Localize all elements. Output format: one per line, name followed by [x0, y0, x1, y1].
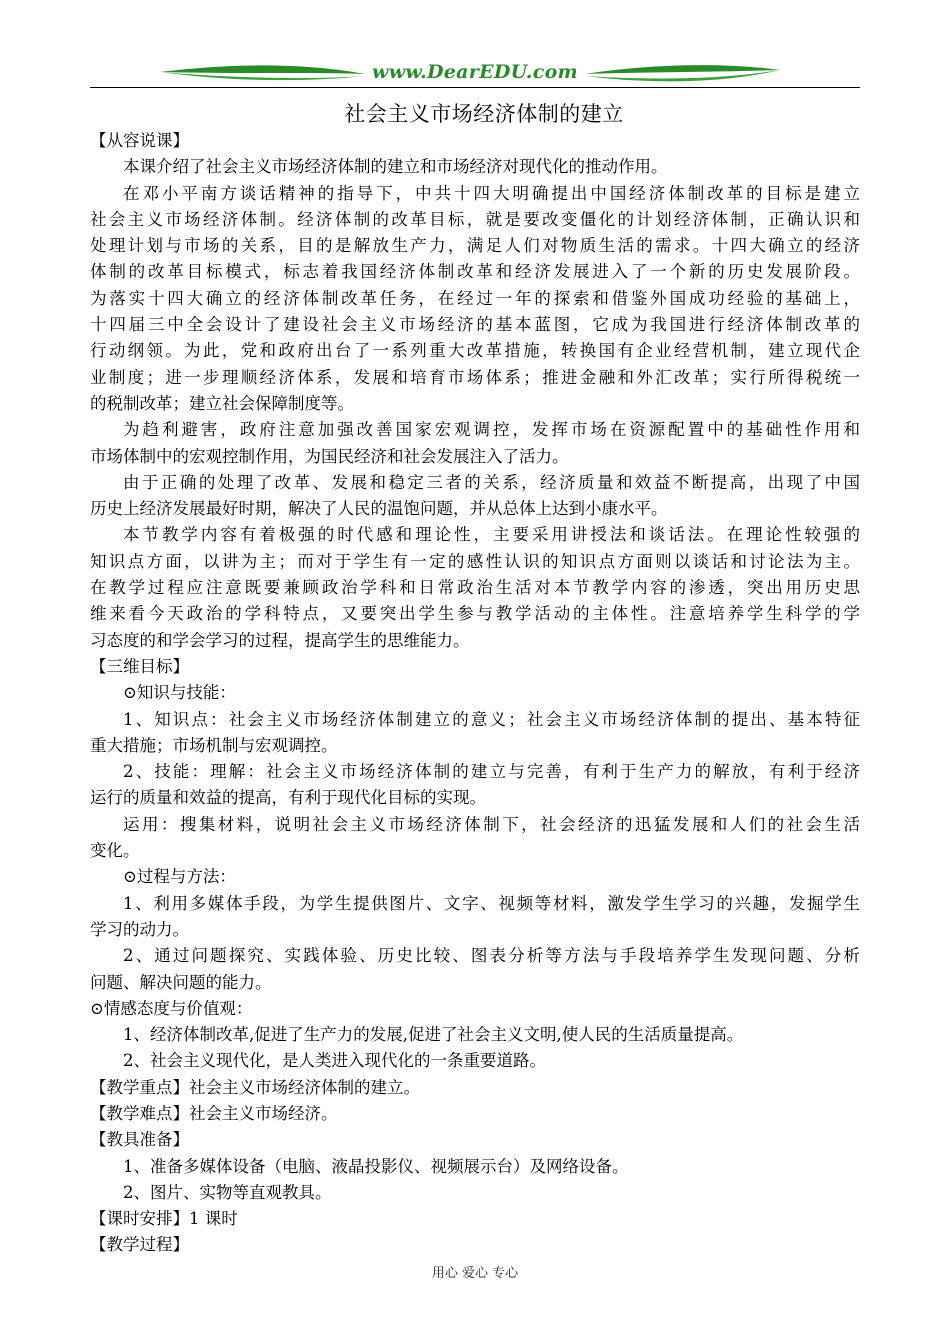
paragraph-line: 十四届三中全会设计了建设社会主义市场经济的基本蓝图，它成为我国进行经济体制改革的	[90, 315, 860, 335]
paragraph-line: 本节教学内容有着极强的时代感和理论性，主要采用讲授法和谈话法。在理论性较强的	[123, 525, 860, 545]
paragraph-line: 由于正确的处理了改革、发展和稳定三者的关系，经济质量和效益不断提高，出现了中国	[123, 472, 860, 492]
paragraph-line: 重大措施；市场机制与宏观调控。	[90, 735, 338, 755]
paragraph-line: 为趋利避害，政府注意加强改善国家宏观调控，发挥市场在资源配置中的基础性作用和	[123, 420, 860, 440]
paragraph-line: 2、技能：理解：社会主义市场经济体制的建立与完善，有利于生产力的解放，有利于经济	[123, 762, 860, 782]
paragraph-line: 变化。	[90, 841, 140, 861]
paragraph-line: 维来看今天政治的学科特点，又要突出学生参与教学活动的主体性。注意培养学生科学的学	[90, 604, 860, 624]
paragraph-line: 历史上经济发展最好时期，解决了人民的温饱问题，并从总体上达到小康水平。	[90, 499, 668, 519]
paragraph-line: 体制的改革目标模式，标志着我国经济体制改革和经济发展进入了一个新的历史发展阶段。	[90, 262, 860, 282]
document-body	[90, 98, 860, 1259]
paragraph-line: 为落实十四大确立的经济体制改革任务，在经过一年的探索和借鉴外国成功经验的基础上，	[90, 288, 860, 308]
section-heading: 【教具准备】	[90, 1130, 189, 1150]
subsection-heading: ⊙过程与方法：	[123, 867, 236, 887]
paragraph-line: 2、社会主义现代化，是人类进入现代化的一条重要道路。	[123, 1051, 546, 1071]
paragraph-line: 2、图片、实物等直观教具。	[123, 1182, 332, 1202]
schedule-line: 【课时安排】1 课时	[90, 1209, 238, 1229]
paragraph-line: 习态度的和学会学习的过程，提高学生的思维能力。	[90, 630, 470, 650]
key-point-line: 【教学重点】社会主义市场经济体制的建立。	[90, 1077, 420, 1097]
paragraph-line: 问题、解决问题的能力。	[90, 972, 272, 992]
page-footer: 用心 爱心 专心	[431, 1266, 519, 1281]
paragraph-line: 的税制改革；建立社会保障制度等。	[90, 393, 354, 413]
paragraph-line: 1、知识点：社会主义市场经济体制建立的意义；社会主义市场经济体制的提出、基本特征	[123, 709, 860, 729]
paragraph-line: 处理计划与市场的关系，目的是解放生产力，满足人们对物质生活的需求。十四大确立的经济	[90, 236, 860, 256]
section-heading: 【教学过程】	[90, 1235, 189, 1255]
paragraph-line: 在教学过程应注意既要兼顾政治学科和日常政治生活对本节教学内容的渗透，突出用历史思	[90, 578, 860, 598]
paragraph-line: 本课介绍了社会主义市场经济体制的建立和市场经济对现代化的推动作用。	[123, 157, 668, 177]
header-rule	[90, 87, 860, 88]
document-title: 社会主义市场经济体制的建立	[344, 102, 624, 126]
paragraph-line: 2、通过问题探究、实践体验、历史比较、图表分析等方法与手段培养学生发现问题、分析	[123, 946, 860, 966]
paragraph-line: 运行的质量和效益的提高，有利于现代化目标的实现。	[90, 788, 486, 808]
paragraph-line: 1、利用多媒体手段，为学生提供图片、文字、视频等材料，激发学生学习的兴趣，发掘学生	[123, 893, 860, 913]
paragraph-line: 行动纲领。为此，党和政府出台了一系列重大改革措施，转换国有企业经营机制，建立现代企	[90, 341, 860, 361]
paragraph-line: 1、经济体制改革,促进了生产力的发展,促进了社会主义文明,使人民的生活质量提高。	[123, 1025, 744, 1045]
paragraph-line: 1、准备多媒体设备（电脑、液晶投影仪、视频展示台）及网络设备。	[123, 1156, 629, 1176]
paragraph-line: 知识点方面，以讲为主；而对于学生有一定的感性认识的知识点方面则以谈话和讨论法为主。	[90, 551, 860, 571]
site-url[interactable]: www.DearEDU.com	[372, 61, 578, 83]
paragraph-line: 在邓小平南方谈话精神的指导下，中共十四大明确提出中国经济体制改革的目标是建立	[123, 183, 860, 203]
difficulty-line: 【教学难点】社会主义市场经济。	[90, 1103, 338, 1123]
paragraph-line: 社会主义市场经济体制。经济体制的改革目标，就是要改变僵化的计划经济体制，正确认识和	[90, 209, 860, 229]
paragraph-line: 运用：搜集材料，说明社会主义市场经济体制下，社会经济的迅猛发展和人们的社会生活	[123, 814, 860, 834]
paragraph-line: 学习的动力。	[90, 919, 189, 939]
subsection-heading: ⊙情感态度与价值观：	[90, 998, 253, 1018]
section-heading: 【从容说课】	[90, 131, 189, 150]
paragraph-line: 市场体制中的宏观控制作用，为国民经济和社会发展注入了活力。	[90, 446, 569, 466]
subsection-heading: ⊙知识与技能：	[123, 683, 236, 703]
paragraph-line: 业制度；进一步理顺经济体系，发展和培育市场体系；推进金融和外汇改革；实行所得税统一	[90, 367, 860, 387]
section-heading: 【三维目标】	[90, 656, 189, 676]
